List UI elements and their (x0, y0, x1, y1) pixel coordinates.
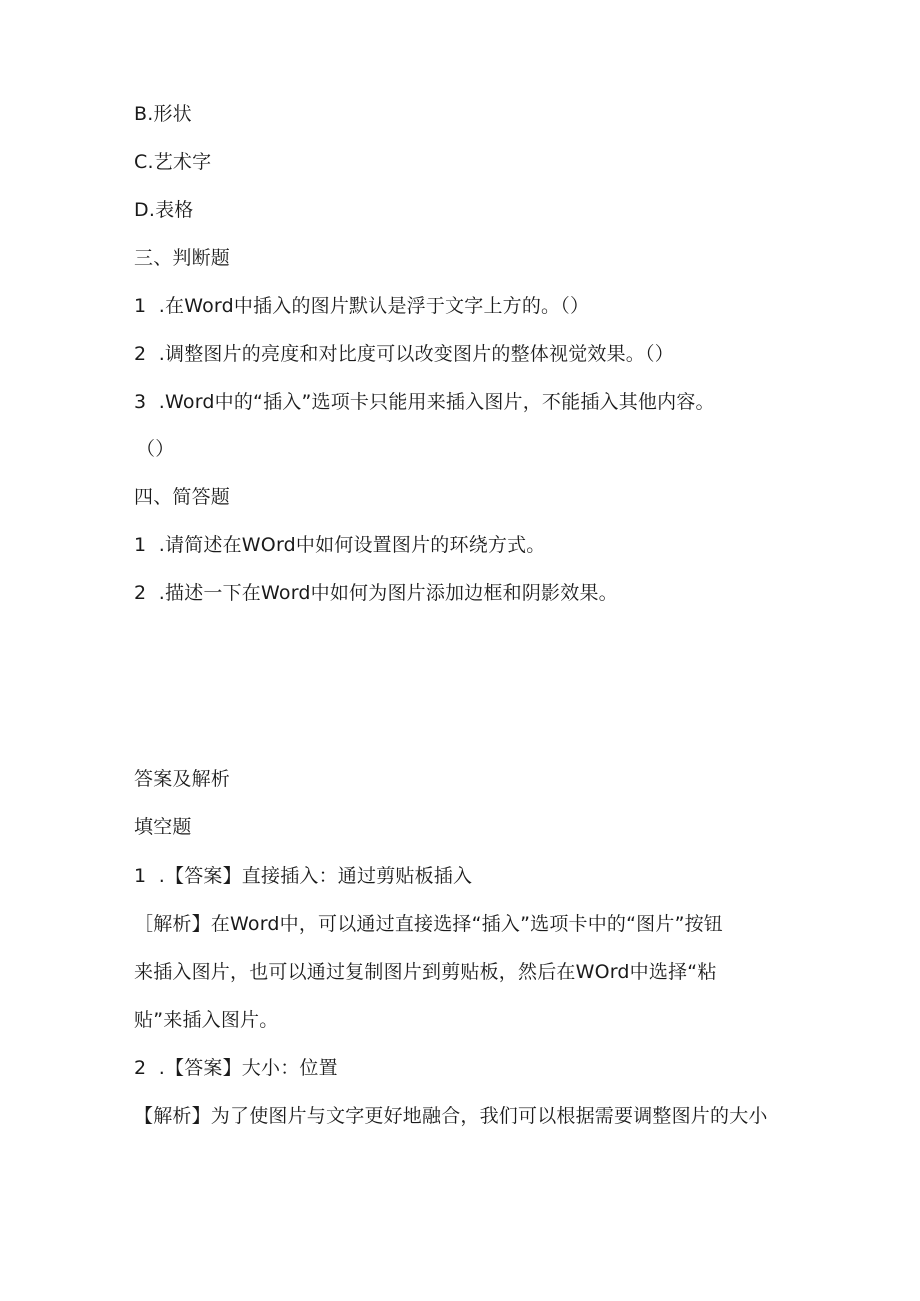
answer-2-explanation-line-1: 【解析】为了使图片与文字更好地融合，我们可以根据需要调整图片的大小 (134, 1105, 768, 1127)
answer-2: 2 .【答案】大小：位置 (134, 1057, 338, 1079)
true-false-question-3-bracket: （） (136, 438, 175, 460)
short-answer-question-1: 1 .请简述在WOrd中如何设置图片的环绕方式。 (134, 534, 546, 556)
option-b: B.形状 (134, 103, 192, 125)
answer-1: 1 .【答案】直接插入：通过剪贴板插入 (134, 865, 473, 887)
true-false-question-3: 3 .Word中的“插入”选项卡只能用来插入图片，不能插入其他内容。 (134, 391, 715, 413)
short-answer-question-2: 2 .描述一下在Word中如何为图片添加边框和阴影效果。 (134, 582, 618, 604)
option-d: D.表格 (134, 199, 194, 221)
answers-heading: 答案及解析 (134, 768, 231, 790)
true-false-question-1: 1 .在Word中插入的图片默认是浮于文字上方的。（） (134, 295, 590, 317)
answers-subheading: 填空题 (134, 816, 192, 838)
answer-1-explanation-line-3: 贴”来插入图片。 (134, 1009, 279, 1031)
section-heading-true-false: 三、判断题 (134, 247, 231, 269)
answer-1-explanation-line-2: 来插入图片，也可以通过复制图片到剪贴板，然后在WOrd中选择“粘 (134, 961, 717, 983)
answer-1-explanation-line-1: ［解析】在Word中，可以通过直接选择“插入”选项卡中的“图片”按钮 (134, 913, 724, 935)
section-heading-short-answer: 四、简答题 (134, 486, 231, 508)
true-false-question-2: 2 .调整图片的亮度和对比度可以改变图片的整体视觉效果。（） (134, 343, 674, 365)
option-c: C.艺术字 (134, 151, 212, 173)
